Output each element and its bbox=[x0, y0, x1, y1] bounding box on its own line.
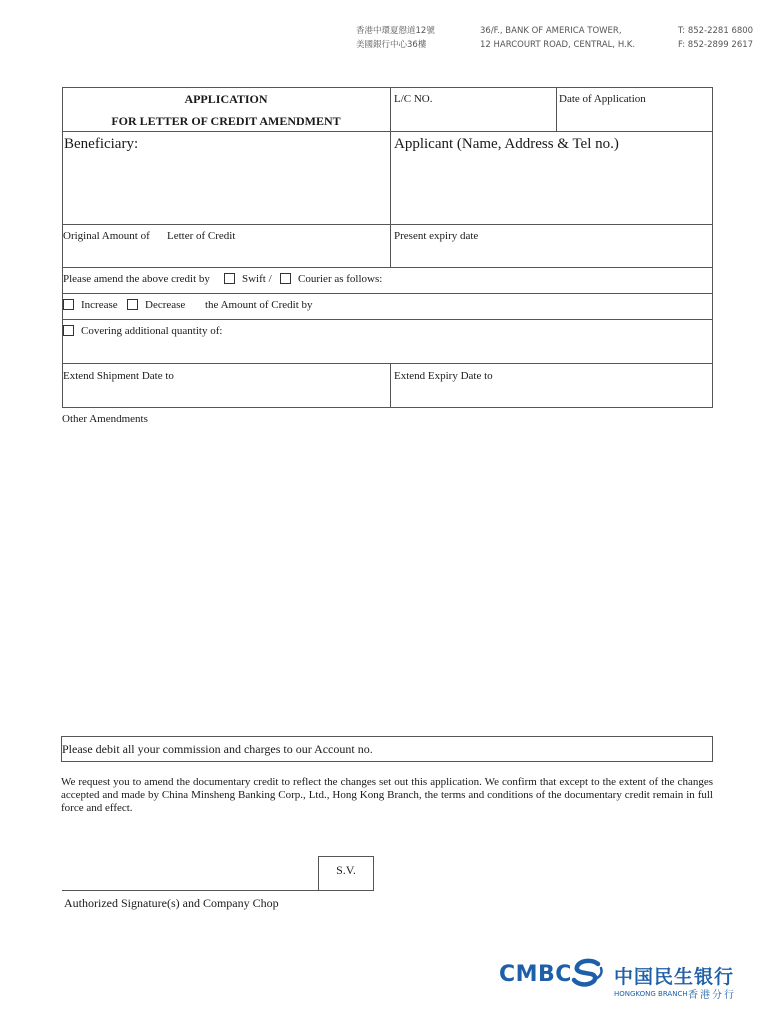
branch-name-cn: 香港分行 bbox=[688, 990, 736, 1001]
signature-label: Authorized Signature(s) and Company Chop bbox=[64, 896, 279, 910]
en-address-line2: 12 HARCOURT ROAD, CENTRAL, H.K. bbox=[480, 40, 636, 50]
extend-expiry-field[interactable] bbox=[394, 385, 708, 405]
other-amendments-label: Other Amendments bbox=[62, 413, 148, 425]
extend-shipment-field[interactable] bbox=[64, 385, 386, 405]
cmbc-chinese-name: 中国民生银行 bbox=[614, 966, 735, 988]
decrease-label: Decrease bbox=[145, 299, 186, 311]
en-address-line1: 36/F., BANK OF AMERICA TOWER, bbox=[480, 26, 622, 36]
form-title-line2: FOR LETTER OF CREDIT AMENDMENT bbox=[111, 114, 341, 128]
beneficiary-label: Beneficiary: bbox=[64, 136, 139, 152]
swift-checkbox[interactable] bbox=[224, 273, 235, 284]
applicant-field[interactable] bbox=[394, 156, 708, 220]
other-amendments-field[interactable] bbox=[62, 430, 713, 730]
sv-label: S.V. bbox=[336, 863, 356, 877]
cmbc-logo-icon bbox=[570, 958, 606, 990]
increase-checkbox[interactable] bbox=[63, 299, 74, 310]
branch-name-en: HONGKONG BRANCH bbox=[614, 990, 688, 998]
cmbc-logo-text: CMBC bbox=[499, 962, 572, 987]
debit-account-label: Please debit all your commission and charges to our Account no. bbox=[62, 742, 373, 756]
fax-number: F: 852-2899 2617 bbox=[678, 40, 754, 50]
original-amount-field[interactable] bbox=[64, 245, 386, 265]
increase-label: Increase bbox=[81, 299, 118, 311]
covering-label: Covering additional quantity of: bbox=[81, 325, 223, 337]
lc-number-field[interactable] bbox=[393, 108, 553, 128]
swift-label: Swift / bbox=[242, 273, 272, 285]
covering-quantity-field[interactable] bbox=[64, 340, 708, 361]
lc-number-label: L/C NO. bbox=[394, 93, 433, 105]
amount-change-field[interactable] bbox=[330, 297, 708, 315]
beneficiary-field[interactable] bbox=[64, 156, 386, 220]
phone-number: T: 852-2281 6800 bbox=[678, 26, 754, 36]
present-expiry-field[interactable] bbox=[394, 245, 708, 265]
cn-address-line1: 香港中環夏慤道12號 bbox=[356, 26, 435, 36]
date-of-application-label: Date of Application bbox=[559, 93, 646, 105]
cn-address-line2: 美國銀行中心36樓 bbox=[356, 40, 427, 50]
extend-expiry-label: Extend Expiry Date to bbox=[394, 370, 493, 382]
courier-checkbox[interactable] bbox=[280, 273, 291, 284]
present-expiry-label: Present expiry date bbox=[394, 230, 479, 242]
courier-label: Courier as follows: bbox=[298, 273, 383, 285]
declaration-paragraph: We request you to amend the documentary credit to reflect the changes set out this application. We confirm that except to the extent of the changes accepted and made by China Minsheng Banking Corp., Ltd., Hong Kong Branch, the terms and conditions of the documentary credit remain in full force and effect. bbox=[61, 776, 713, 814]
signature-line bbox=[62, 890, 374, 891]
signature-field[interactable] bbox=[62, 862, 316, 889]
letter-of-credit-label: Letter of Credit bbox=[167, 230, 236, 242]
form-title-line1: APPLICATION bbox=[184, 92, 268, 106]
extend-shipment-label: Extend Shipment Date to bbox=[63, 370, 174, 382]
original-amount-label: Original Amount of bbox=[63, 230, 150, 242]
covering-checkbox[interactable] bbox=[63, 325, 74, 336]
date-of-application-field[interactable] bbox=[559, 108, 709, 128]
decrease-checkbox[interactable] bbox=[127, 299, 138, 310]
amend-prefix-label: Please amend the above credit by bbox=[63, 273, 210, 285]
amount-by-label: the Amount of Credit by bbox=[205, 299, 313, 311]
applicant-label: Applicant (Name, Address & Tel no.) bbox=[394, 136, 619, 152]
